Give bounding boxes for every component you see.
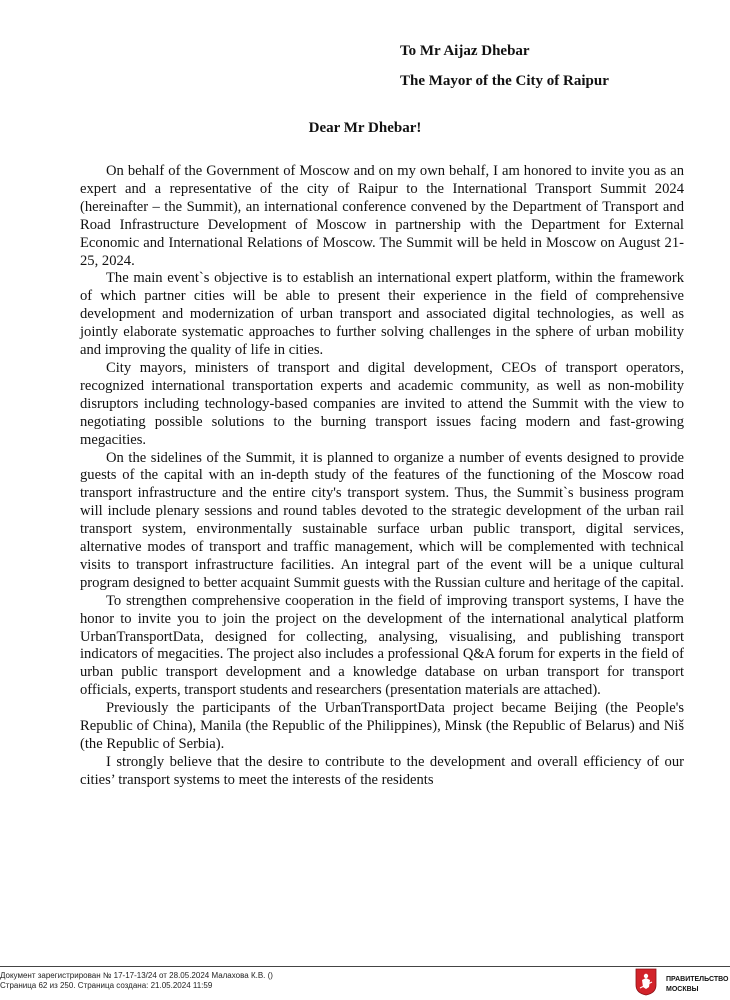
brand-line-2: МОСКВЫ bbox=[666, 986, 699, 993]
addressee-name: To Mr Aijaz Dhebar bbox=[400, 43, 530, 59]
paragraph: Previously the participants of the UrbanTransportData project became Beijing (the People's Republic of China), Manila (the Republic of the Philippines), Minsk (the Republic of Belarus) and Niš (the Republic of Serbia). bbox=[80, 700, 684, 752]
paragraph: To strengthen comprehensive cooperation in the field of improving transport systems, I have the honor to invite you to join the project on the development of the international analytical platform UrbanTransportData, designed for collecting, analysing, visualising, and publishing transport indicators of megacities. The project also includes a professional Q&A forum for experts in the field of urban public transport development and a knowledge database on urban transport for transport officials, experts, transport students and researchers (presentation materials are attached). bbox=[80, 592, 684, 699]
addressee-title: The Mayor of the City of Raipur bbox=[400, 73, 609, 89]
registration-line: Документ зарегистрирован № 17-17-13/24 от 28.05.2024 Малахова К.В. () bbox=[0, 971, 273, 980]
addressee-block bbox=[400, 36, 609, 96]
letter-body bbox=[80, 163, 684, 790]
paragraph: On the sidelines of the Summit, it is planned to organize a number of events designed to provide guests of the capital with an in-depth study of the features of the functioning of the Moscow road transport infrastructure and the entire city's transport system. Thus, the Summit`s business program will include plenary sessions and round tables devoted to the strategic development of the urban rail transport system, environmentally sustainable surface urban public transport, digital services, alternative modes of transport and traffic management, which will be complemented with technical visits to transport infrastructure facilities. An integral part of the event will be a unique cultural program designed to better acquaint Summit guests with the Russian culture and heritage of the capital. bbox=[80, 449, 684, 591]
registration-footer bbox=[0, 971, 273, 990]
brand-line-1: ПРАВИТЕЛЬСТВО bbox=[666, 976, 729, 983]
paragraph: The main event`s objective is to establish an international expert platform, within the framework of which partner cities will be able to present their experience in the field of comprehensive development and modernization of urban transport and associated digital technologies, as well as jointly elaborate systematic approaches to further solving challenges in the sphere of urban mobility and improving the quality of life in cities. bbox=[80, 270, 684, 359]
salutation: Dear Mr Dhebar! bbox=[308, 120, 422, 136]
page-info-line: Страница 62 из 250. Страница создана: 21.05.2024 11:59 bbox=[0, 980, 213, 990]
paragraph: I strongly believe that the desire to contribute to the development and overall efficiency of our cities’ transport systems to meet the interests of the residents bbox=[80, 753, 684, 788]
government-of-moscow-label bbox=[666, 975, 728, 995]
footer-divider bbox=[0, 966, 730, 967]
paragraph: City mayors, ministers of transport and digital development, CEOs of transport operators, recognized international transportation experts and academic community, as well as non-mobility disruptors including technology-based companies are invited to attend the Summit with the view to negotiating possible solutions to the burning transport issues facing modern and fast-growing megacities. bbox=[80, 359, 684, 448]
paragraph: On behalf of the Government of Moscow and on my own behalf, I am honored to invite you as an expert and a representative of the city of Raipur to the International Transport Summit 2024 (hereinafter – the Summit), an international conference convened by the Department of Transport and Road Infrastructure Development of Moscow in partnership with the Department for External Economic and International Relations of Moscow. The Summit will be held in Moscow on August 21-25, 2024. bbox=[80, 163, 684, 269]
moscow-coat-of-arms-icon bbox=[635, 968, 657, 996]
